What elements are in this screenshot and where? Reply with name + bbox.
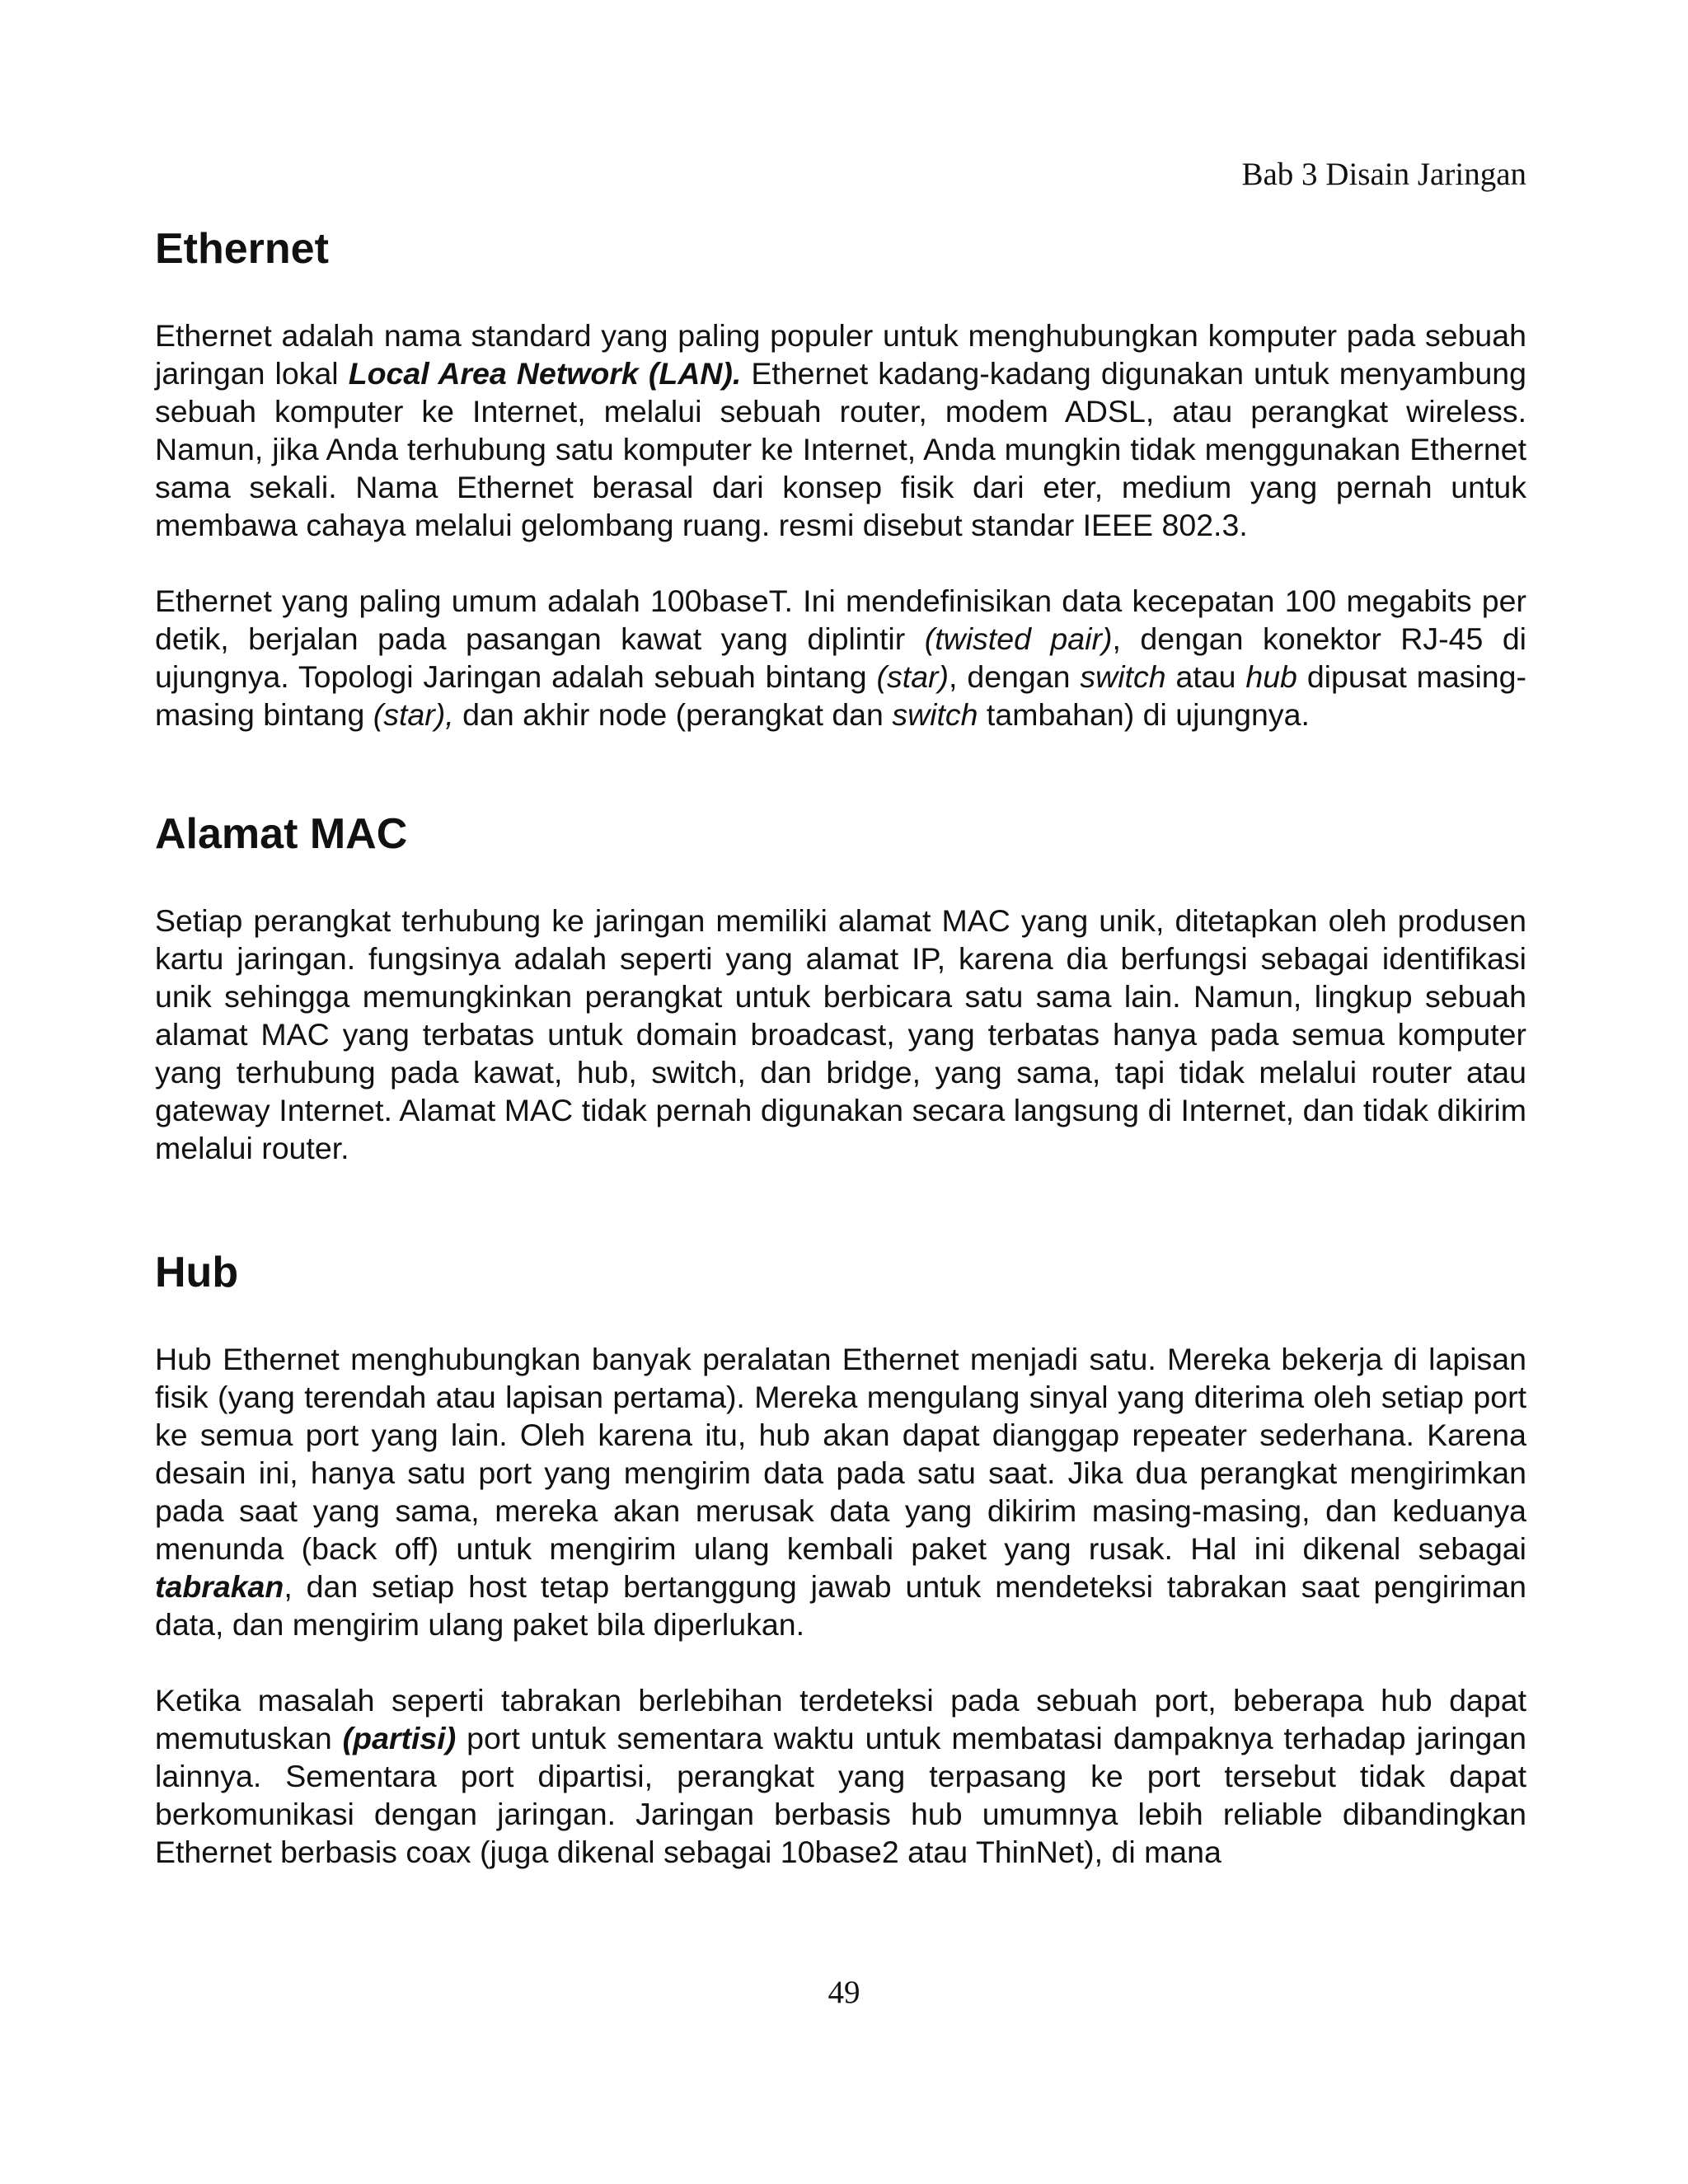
emphasis-italic: switch — [892, 697, 978, 732]
paragraph-ethernet-100baset — [155, 582, 1526, 733]
text-run: , dengan konektor RJ-45 di ujungnya. Topologi Jaringan adalah sebuah bintang — [155, 621, 1527, 694]
text-run: , dengan — [949, 659, 1081, 694]
emphasis-italic: (twisted pair) — [924, 621, 1113, 656]
text-run: Hub Ethernet menghubungkan banyak peralatan Ethernet menjadi satu. Mereka bekerja di lapisan fisik (yang terendah atau lapisan pertama). Mereka mengulang sinyal yang diterima oleh setiap port ke semua port yang lain. Oleh karena itu, hub akan dapat dianggap repeater sederhana. Karena desain ini, hanya satu port yang mengirim data pada satu saat. Jika dua perangkat mengirimkan pada saat yang sama, mereka akan merusak data yang dikirim masing-masing, dan keduanya menunda (back off) untuk mengirim ulang kembali paket yang rusak. Hal ini dikenal sebagai — [155, 1342, 1526, 1566]
emphasis-bold-italic: (partisi) — [342, 1721, 457, 1755]
emphasis-bold-italic: tabrakan — [155, 1569, 284, 1604]
page-content — [155, 223, 1526, 1871]
text-run: Setiap perangkat terhubung ke jaringan memiliki alamat MAC yang unik, ditetapkan oleh produsen kartu jaringan. fungsinya adalah seperti yang alamat IP, karena dia berfungsi sebagai identifikasi unik sehingga memungkinkan perangkat untuk berbicara satu sama lain. Namun, lingkup sebuah alamat MAC yang terbatas untuk domain broadcast, yang terbatas hanya pada semua komputer yang terhubung pada kawat, hub, switch, dan bridge, yang sama, tapi tidak melalui router atau gateway Internet. Alamat MAC tidak pernah digunakan secara langsung di Internet, dan tidak dikirim melalui router. — [155, 903, 1526, 1165]
emphasis-italic: hub — [1245, 659, 1297, 694]
text-run: Ethernet adalah nama standard yang paling populer untuk menghubungkan komputer pada sebuah jaringan lokal — [155, 318, 1526, 391]
emphasis-italic: (star) — [876, 659, 950, 694]
section-heading-hub: Hub — [155, 1249, 239, 1296]
paragraph-hub-function — [155, 1340, 1526, 1643]
text-run: Ethernet kadang-kadang digunakan untuk menyambung sebuah komputer ke Internet, melalui sebuah router, modem ADSL, atau perangkat wireless. Namun, jika Anda terhubung satu komputer ke Internet, Anda mungkin tidak menggunakan Ethernet sama sekali. Nama Ethernet berasal dari konsep fisik dari eter, medium yang pernah untuk membawa cahaya melalui gelombang ruang. resmi disebut standar IEEE 802.3. — [155, 356, 1527, 542]
emphasis-italic: switch — [1080, 659, 1166, 694]
paragraph-mac-address — [155, 902, 1526, 1167]
emphasis-bold-italic: Local Area Network (LAN). — [348, 356, 742, 391]
text-run: tambahan) di ujungnya. — [978, 697, 1310, 732]
paragraph-hub-partition — [155, 1681, 1526, 1871]
section-heading-mac-address: Alamat MAC — [155, 810, 408, 858]
running-head: Bab 3 Disain Jaringan — [1241, 157, 1526, 192]
section-heading-ethernet: Ethernet — [155, 225, 329, 273]
text-run: atau — [1165, 659, 1246, 694]
page-number: 49 — [828, 1975, 860, 2010]
emphasis-italic: (star), — [373, 697, 454, 732]
paragraph-ethernet-definition — [155, 316, 1526, 544]
text-run: port untuk sementara waktu untuk membatasi dampaknya terhadap jaringan lainnya. Sementara port dipartisi, perangkat yang terpasang ke port tersebut tidak dapat berkomunikasi dengan jaringan. Jaringan berbasis hub umumnya lebih reliable dibandingkan Ethernet berbasis coax (juga dikenal sebagai 10base2 atau ThinNet), di mana — [155, 1721, 1527, 1869]
text-run: dipusat masing-masing bintang — [155, 659, 1527, 732]
text-run: Ketika masalah seperti tabrakan berlebihan terdeteksi pada sebuah port, beberapa hub dapat memutuskan — [155, 1683, 1526, 1755]
text-run: , dan setiap host tetap bertanggung jawab untuk mendeteksi tabrakan saat pengiriman data, dan mengirim ulang paket bila diperlukan. — [155, 1569, 1526, 1642]
text-run: Ethernet yang paling umum adalah 100baseT. Ini mendefinisikan data kecepatan 100 megabits per detik, berjalan pada pasangan kawat yang diplintir — [155, 583, 1526, 656]
text-run: dan akhir node (perangkat dan — [453, 697, 893, 732]
